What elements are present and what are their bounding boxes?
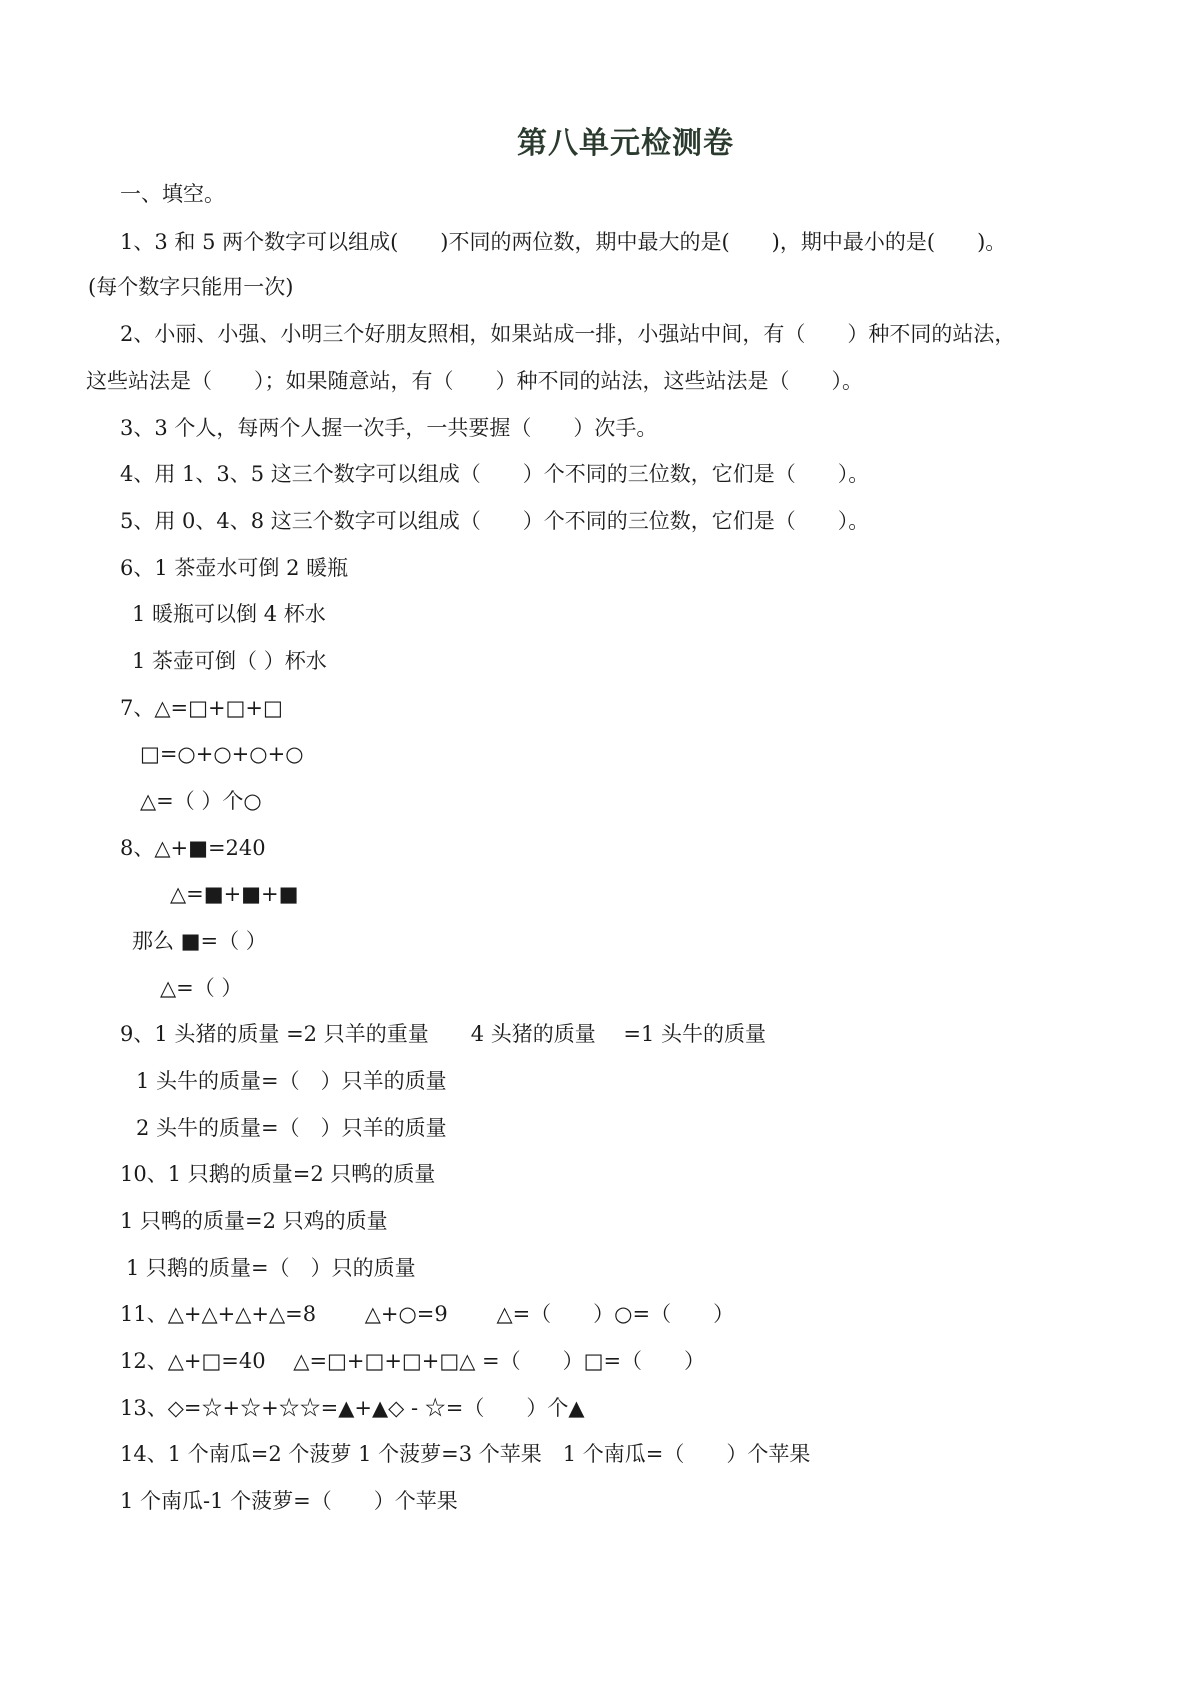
question-line: △=（ ）个○ — [140, 789, 262, 813]
question-line: 1 茶壶可倒（ ）杯水 — [132, 649, 327, 673]
question-line: 1、3 和 5 两个数字可以组成( )不同的两位数，期中最大的是( )，期中最小的是( )。 — [120, 230, 1007, 254]
question-line: △=（ ） — [160, 976, 243, 1000]
question-line: 9、1 头猪的质量 =2 只羊的重量 4 头猪的质量 =1 头牛的质量 — [120, 1022, 767, 1046]
question-line: 1 个南瓜-1 个菠萝=（ ）个苹果 — [120, 1489, 458, 1513]
question-line: 1 暖瓶可以倒 4 杯水 — [132, 602, 326, 626]
section-heading: 一、填空。 — [120, 182, 225, 206]
question-line: (每个数字只能用一次) — [88, 275, 294, 299]
question-line: 10、1 只鹅的质量=2 只鸭的质量 — [120, 1162, 436, 1186]
question-line: 那么 ■=（ ） — [132, 929, 267, 953]
question-line: △=■+■+■ — [170, 882, 299, 906]
document-title: 第八单元检测卷 — [517, 126, 734, 161]
question-line: 这些站法是（ ）；如果随意站，有（ ）种不同的站法，这些站法是（ ）。 — [86, 369, 863, 393]
question-line: 6、1 茶壶水可倒 2 暖瓶 — [120, 556, 349, 580]
question-line: 5、用 0、4、8 这三个数字可以组成（ ）个不同的三位数，它们是（ ）。 — [120, 509, 870, 533]
question-line: 14、1 个南瓜=2 个菠萝 1 个菠萝=3 个苹果 1 个南瓜=（ ）个苹果 — [120, 1442, 811, 1466]
question-line: 4、用 1、3、5 这三个数字可以组成（ ）个不同的三位数，它们是（ ）。 — [120, 462, 870, 486]
question-line: 3、3 个人，每两个人握一次手，一共要握（ ）次手。 — [120, 416, 658, 440]
question-line: 1 只鹅的质量=（ ）只的质量 — [126, 1256, 416, 1280]
question-line: 1 只鸭的质量=2 只鸡的质量 — [120, 1209, 388, 1233]
question-line: □=○+○+○+○ — [140, 742, 304, 766]
question-line: 2、小丽、小强、小明三个好朋友照相，如果站成一排，小强站中间，有（ ）种不同的站法， — [120, 322, 1016, 346]
question-line: 2 头牛的质量=（ ）只羊的质量 — [136, 1116, 447, 1140]
question-line: 12、△+□=40 △=□+□+□+□△ =（ ）□=（ ） — [120, 1349, 706, 1373]
question-line: 8、△+■=240 — [120, 836, 266, 860]
question-line: 13、◇=☆+☆+☆☆=▲+▲◇ - ☆=（ ）个▲ — [120, 1396, 585, 1420]
question-line: 11、△+△+△+△=8 △+○=9 △=（ ）○=（ ） — [120, 1302, 735, 1326]
question-line: 7、△=□+□+□ — [120, 696, 283, 720]
question-line: 1 头牛的质量=（ ）只羊的质量 — [136, 1069, 447, 1093]
